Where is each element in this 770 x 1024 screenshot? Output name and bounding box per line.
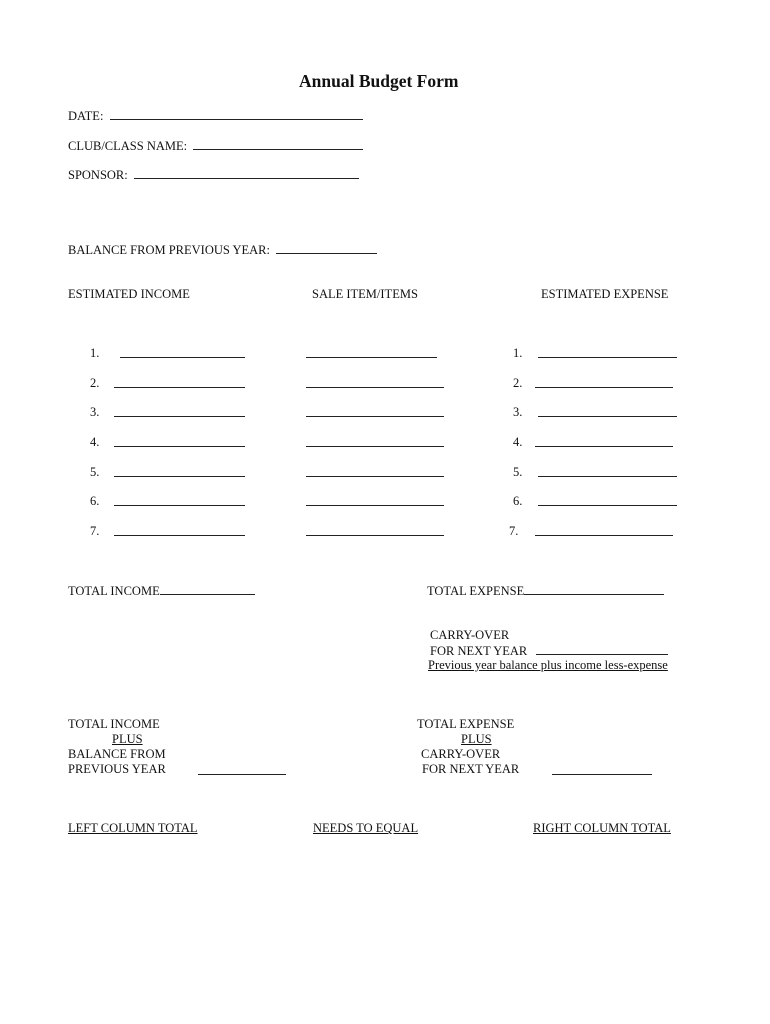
right-block-plus: PLUS: [461, 732, 492, 746]
right-block-total-expense: TOTAL EXPENSE: [417, 717, 515, 731]
right-block-for-next-year: FOR NEXT YEAR: [422, 762, 520, 776]
income-row-number: 1.: [90, 346, 100, 360]
income-row-number: 4.: [90, 435, 100, 449]
club-class-field: [68, 138, 363, 154]
sale-item-line[interactable]: [306, 387, 444, 388]
estimated-expense-header: ESTIMATED EXPENSE: [541, 287, 669, 301]
left-block-balance-from: BALANCE FROM: [68, 747, 166, 761]
expense-row-number: 5.: [513, 465, 523, 479]
total-expense-line[interactable]: [524, 583, 664, 595]
income-line[interactable]: [120, 357, 245, 358]
income-line[interactable]: [114, 387, 245, 388]
club-class-label: CLUB/CLASS NAME:: [68, 139, 188, 153]
sponsor-label: SPONSOR:: [68, 168, 128, 182]
income-line[interactable]: [114, 446, 245, 447]
expense-row-number: 1.: [513, 346, 523, 360]
sale-item-line[interactable]: [306, 357, 437, 358]
balance-field: [68, 242, 377, 258]
left-block-previous-year: PREVIOUS YEAR: [68, 762, 166, 776]
expense-row-number: 4.: [513, 435, 523, 449]
balance-label: BALANCE FROM PREVIOUS YEAR:: [68, 243, 270, 257]
sponsor-input-line[interactable]: [134, 167, 359, 179]
expense-row-number: 2.: [513, 376, 523, 390]
left-block-total-income: TOTAL INCOME: [68, 717, 160, 731]
carryover-field: [430, 643, 668, 659]
income-line[interactable]: [114, 416, 245, 417]
date-input-line[interactable]: [110, 108, 363, 120]
expense-line[interactable]: [538, 505, 677, 506]
balance-input-line[interactable]: [276, 242, 377, 254]
sale-item-line[interactable]: [306, 505, 444, 506]
income-line[interactable]: [114, 535, 245, 536]
total-expense-label: TOTAL EXPENSE: [427, 584, 525, 598]
carryover-label-line1: CARRY-OVER: [430, 628, 510, 642]
sale-item-line[interactable]: [306, 446, 444, 447]
left-column-total: LEFT COLUMN TOTAL: [68, 821, 198, 835]
income-row-number: 2.: [90, 376, 100, 390]
estimated-income-header: ESTIMATED INCOME: [68, 287, 190, 301]
income-row-number: 3.: [90, 405, 100, 419]
left-block-line[interactable]: [198, 774, 286, 775]
expense-line[interactable]: [538, 476, 677, 477]
right-block-carry-over: CARRY-OVER: [421, 747, 501, 761]
income-row-number: 5.: [90, 465, 100, 479]
carryover-label-line2: FOR NEXT YEAR: [430, 644, 528, 658]
sale-item-line[interactable]: [306, 535, 444, 536]
sponsor-field: [68, 167, 359, 183]
carryover-note: Previous year balance plus income less-expense: [428, 658, 668, 672]
total-income-line[interactable]: [160, 583, 255, 595]
income-row-number: 7.: [90, 524, 100, 538]
club-class-input-line[interactable]: [193, 138, 363, 150]
total-income-field: [68, 583, 255, 599]
date-label: DATE:: [68, 109, 104, 123]
expense-line[interactable]: [538, 357, 677, 358]
expense-line[interactable]: [535, 446, 673, 447]
sale-item-line[interactable]: [306, 476, 444, 477]
income-line[interactable]: [114, 505, 245, 506]
left-block-plus: PLUS: [112, 732, 143, 746]
income-row-number: 6.: [90, 494, 100, 508]
carryover-line[interactable]: [536, 643, 668, 655]
expense-line[interactable]: [538, 416, 677, 417]
date-field: [68, 108, 363, 124]
right-block-line[interactable]: [552, 774, 652, 775]
total-expense-field: [427, 583, 664, 599]
total-income-label: TOTAL INCOME: [68, 584, 160, 598]
expense-row-number: 3.: [513, 405, 523, 419]
right-column-total: RIGHT COLUMN TOTAL: [533, 821, 671, 835]
expense-line[interactable]: [535, 387, 673, 388]
expense-row-number: 7.: [509, 524, 519, 538]
sale-items-header: SALE ITEM/ITEMS: [312, 287, 418, 301]
expense-line[interactable]: [535, 535, 673, 536]
page-title: Annual Budget Form: [299, 71, 459, 91]
income-line[interactable]: [114, 476, 245, 477]
sale-item-line[interactable]: [306, 416, 444, 417]
needs-to-equal: NEEDS TO EQUAL: [313, 821, 419, 835]
expense-row-number: 6.: [513, 494, 523, 508]
